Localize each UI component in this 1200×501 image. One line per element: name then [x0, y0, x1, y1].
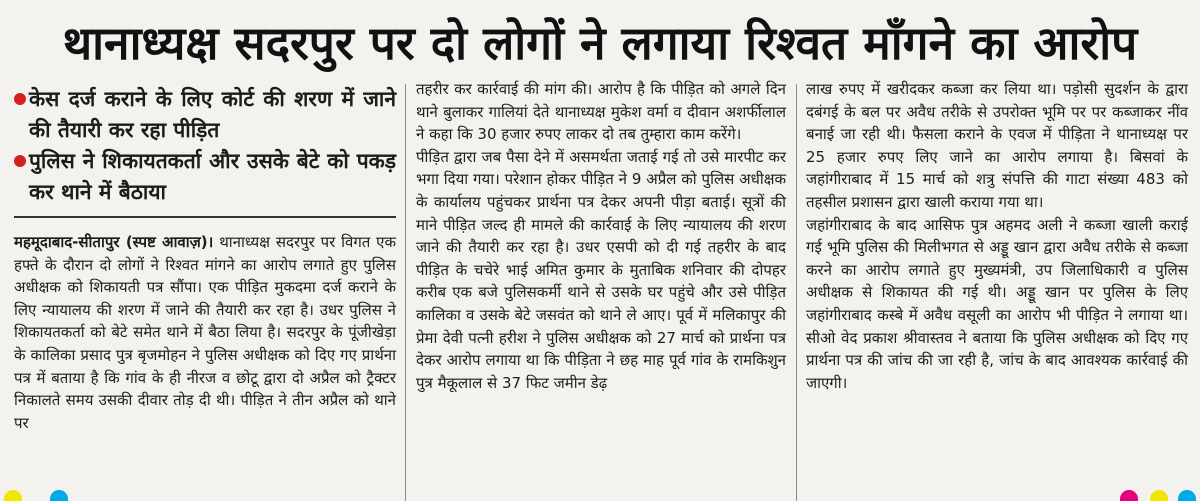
column-divider: [796, 84, 797, 501]
column-3: [806, 78, 1188, 394]
highlight-text: पुलिस ने शिकायतकर्ता और उसके बेटे को पकड़ कर थाने में बैठाया: [29, 149, 396, 204]
bullet-icon: [14, 155, 26, 167]
section-rule: [14, 216, 396, 218]
body-paragraph: जहांगीराबाद के बाद आसिफ पुत्र अहमद अली ने कब्जा खाली कराई गई भूमि पुलिस की मिलीभगत से अड्डू खान द्वारा अवैध तरीके से कब्जा करने का आरोप लगाते हुए मुख्यमंत्री, उप जिलाधिकारी व पुलिस अधीक्षक से शिकायत की गई थी। अड्डू खान पर पुलिस के लिए जहांगीराबाद कस्बे में अवैध वसूली का आरोप भी पीड़ित ने लगाया था। सीओ वेद प्रकाश श्रीवास्तव ने बताया कि पुलिस अधीक्षक को दिए गए प्रार्थना पत्र की जांच की जा रही है, जांच के बाद आवश्यक कार्रवाई की जाएगी।: [806, 215, 1188, 392]
highlight-item: [14, 84, 396, 146]
highlights: [14, 84, 396, 208]
highlight-text: केस दर्ज कराने के लिए कोर्ट की शरण में जाने की तैयारी कर रहा पीड़ित: [29, 87, 396, 142]
byline: महमूदाबाद-सीतापुर (स्पष्ट आवाज़)।: [14, 233, 214, 251]
body-paragraph: लाख रुपए में खरीदकर कब्जा कर लिया था। पड़ोसी सुदर्शन के द्वारा दबंगई के बल पर अवैध तरीके से उपरोक्त भूमि पर पर कब्जाकर नींव बनाई जा रही थी। फैसला कराने के एवज में पीड़िता ने थानाध्यक्ष पर 25 हजार रुपए लिए जाने का आरोप लगाया है। बिसवां के जहांगीराबाद में 15 मार्च को शत्रु संपत्ति की गाटा संख्या 483 को तहसील प्रशासन द्वारा खाली कराया गया था।: [806, 80, 1188, 211]
registration-mark: [1178, 490, 1196, 501]
headline: थानाध्यक्ष सदरपुर पर दो लोगों ने लगाया रिश्वत माँगने का आरोप: [62, 16, 1138, 70]
registration-mark: [1120, 490, 1138, 501]
registration-mark: [1150, 490, 1168, 501]
registration-mark: [50, 490, 68, 501]
bullet-icon: [14, 93, 26, 105]
print-registration-marks: [0, 490, 1200, 501]
highlight-item: [14, 146, 396, 208]
column-2: [416, 78, 786, 394]
body-paragraph: पीड़ित द्वारा जब पैसा देने में असमर्थता जताई गई तो उसे मारपीट कर भगा दिया गया। परेशान होकर पीड़ित ने 9 अप्रैल को पुलिस अधीक्षक के कार्यालय पहुंचकर प्रार्थना पत्र देकर अपनी पीड़ा बताई। सूत्रों की माने पीड़ित जल्द ही मामले की कार्रवाई के लिए न्यायालय की शरण जाने की तैयारी कर रहा है। उधर एसपी को दी गई तहरीर के बाद पीड़ित के चचेरे भाई अमित कुमार के मुताबिक शनिवार की दोपहर करीब एक बजे पुलिसकर्मी थाने से उसके घर पहुंचे और उसे पीड़ित कालिका व उसके बेटे जसवंत को थाने ले आए। पूर्व में मलिकापुर की प्रेमा देवी पत्नी हरीश ने पुलिस अधीक्षक को 27 मार्च को प्रार्थना पत्र देकर आरोप लगाया था कि पीड़िता ने छह माह पूर्व गांव के रामकिशुन पुत्र मैकूलाल से 37 फिट जमीन डेढ़: [416, 147, 786, 392]
body-paragraph: [14, 231, 396, 434]
body-paragraph: तहरीर कर कार्रवाई की मांग की। आरोप है कि पीड़ित को अगले दिन थाने बुलाकर गालियां देते थानाध्यक्ष मुकेश वर्मा व दीवान अशर्फीलाल ने कहा कि 30 हजार रुपए लाकर दो तब तुम्हारा काम करेंगे।: [416, 80, 786, 144]
registration-mark: [4, 490, 22, 501]
column-divider: [405, 84, 406, 501]
column-1: [14, 84, 396, 434]
body-text: थानाध्यक्ष सदरपुर पर विगत एक हफ्ते के दौरान दो लोगों ने रिश्वत मांगने का आरोप लगाते हुए पुलिस अधीक्षक को शिकायती पत्र सौंपा। एक पीड़ित मुकदमा दर्ज कराने के लिए न्यायालय की शरण में जाने की तैयारी कर रहा है। उधर पुलिस ने शिकायतकर्ता को बेटे समेत थाने में बैठा लिया है। सदरपुर के पूंजीखेड़ा के कालिका प्रसाद पुत्र बृजमोहन ने पुलिस अधीक्षक को दिए गए प्रार्थना पत्र में बताया है कि गांव के ही नीरज व छोटू द्वारा दो अप्रैल को ट्रैक्टर निकालते समय उसकी दीवार तोड़ दी थी। पीड़ित ने तीन अप्रैल को थाने पर: [14, 233, 396, 432]
